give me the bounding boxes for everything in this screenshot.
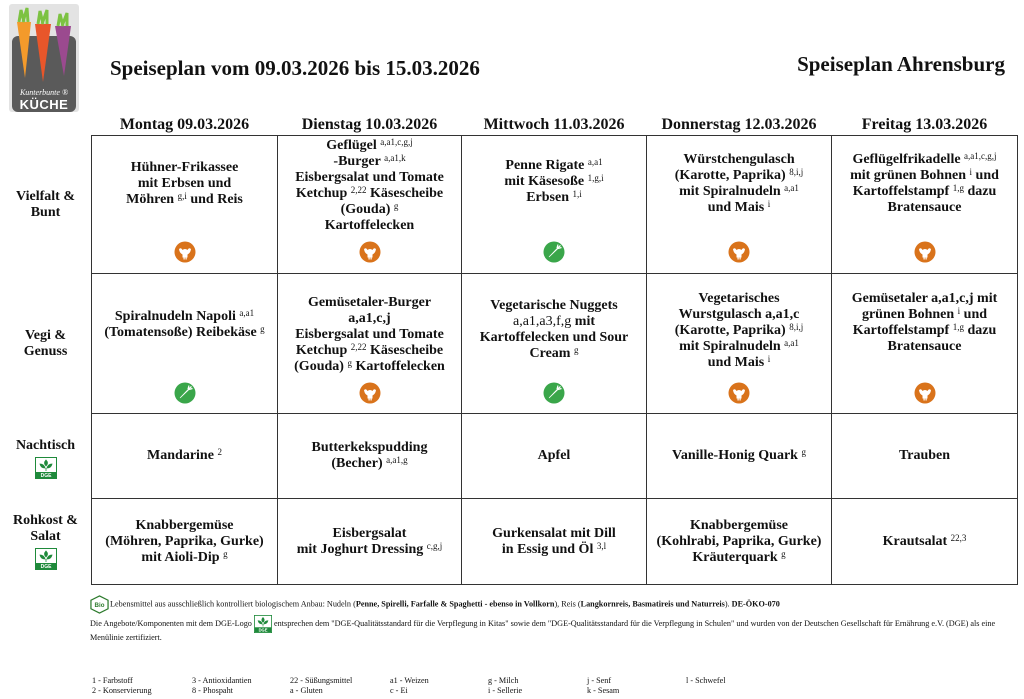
meal-line: Gemüsetaler a,a1,c,j mit [851, 291, 998, 306]
meal-cell-thu-vegi [647, 274, 832, 414]
kunterbunte-kueche-logo [9, 4, 79, 112]
meal-cell-wed-dessert [462, 414, 647, 499]
meal-line: Vegetarische Nuggets [490, 298, 618, 313]
meal-line: und Mais $^i$ [707, 199, 771, 215]
chicken-icon [914, 382, 936, 404]
meal-line: Kartoffelstampf $^{1,g}$ dazu [852, 322, 997, 338]
allergen-code: g [223, 548, 228, 559]
row-label-salad [0, 499, 92, 585]
day-header-tue: Dienstag 10.03.2026 [301, 116, 438, 133]
row-label-dessert [0, 414, 92, 499]
allergen-code: a,a1 [587, 157, 603, 167]
allergen-code: 1,g [952, 183, 964, 193]
meal-line: Bratensauce [887, 339, 962, 354]
allergen-code: i [969, 167, 973, 177]
logo-brand: Kunterbunte ® [19, 88, 69, 97]
legend-column: l - Schwefel [686, 676, 726, 685]
meal-line: Trauben [898, 448, 951, 463]
meal-line: a,a1,c,j [348, 311, 391, 326]
meal-line: (Kohlrabi, Paprika, Gurke) [656, 533, 822, 549]
meal-cell-fri-vegi [832, 274, 1018, 414]
allergen-code: 8,i,j [789, 322, 804, 332]
meal-line: Eisbergsalat [332, 525, 407, 541]
meal-cell-mon-vielfalt [92, 136, 278, 274]
chicken-icon [359, 241, 381, 263]
allergen-code: a,a1 [239, 308, 255, 318]
meal-line: (Gouda) $^g$ [340, 201, 399, 217]
meal-line: (Becher) $^{a,a1,g}$ [331, 455, 408, 471]
meal-line: Cream $^g$ [529, 345, 579, 361]
meal-line: mit Erbsen und [137, 176, 232, 191]
meal-line: Vanille-Honig Quark $^g$ [672, 447, 806, 463]
legend-column: a1 - Weizen c - Ei [390, 676, 429, 695]
meal-cell-fri-salad [832, 499, 1018, 585]
meal-line: Geflügel $^{a,a1,c,g,j}$ [326, 137, 413, 153]
meal-line: Ketchup $^{2,22}$ Käsescheibe [295, 185, 444, 201]
day-header-wed: Mittwoch 11.03.2026 [483, 116, 625, 133]
meal-line: -Burger $^{a,a1,k}$ [333, 153, 406, 169]
allergen-code: g [781, 548, 786, 559]
allergen-code: 1,g [952, 322, 964, 332]
svg-text:DGE: DGE [40, 472, 51, 479]
meal-line: Ketchup $^{2,22}$ Käsescheibe [295, 342, 444, 358]
meal-line: (Tomatensoße) Reibekäse $^g$ [104, 324, 265, 340]
legend-column: j - Senf k - Sesam [587, 676, 620, 695]
allergen-code: i [767, 354, 771, 364]
meal-line: (Karotte, Paprika) $^{8,i,j}$ [674, 322, 804, 338]
day-header-fri: Freitag 13.03.2026 [861, 116, 988, 133]
meal-line: mit Spiralnudeln $^{a,a1}$ [679, 183, 799, 199]
meal-cell-thu-vielfalt [647, 136, 832, 274]
allergen-code: 22,3 [950, 532, 967, 543]
meal-line: Kartoffelstampf $^{1,g}$ dazu [852, 183, 997, 199]
allergen-code: 1,g,i [587, 173, 604, 183]
meal-line: (Gouda) $^g$ Kartoffelecken [294, 358, 445, 374]
meal-cell-mon-vegi [92, 274, 278, 414]
dge-logo-icon [35, 548, 57, 570]
allergen-code: i [957, 306, 961, 316]
meal-cell-mon-salad [92, 499, 278, 585]
row-vegi [0, 274, 1018, 414]
meal-cell-wed-salad [462, 499, 647, 585]
allergen-code: g [801, 447, 806, 457]
chicken-icon [174, 241, 196, 263]
meal-line: Kräuterquark $^g$ [692, 548, 786, 565]
day-header-thu: Donnerstag 12.03.2026 [661, 116, 817, 133]
dge-logo-icon [35, 457, 57, 479]
meal-cell-tue-salad [278, 499, 462, 585]
meal-line: Wurstgulasch a,a1,c [678, 307, 800, 322]
meal-line: Eisbergsalat und Tomate [295, 170, 444, 185]
meal-line: Krautsalat $^{22,3}$ [882, 532, 967, 549]
carrot-icon [543, 382, 565, 404]
day-header-row [0, 112, 1018, 136]
meal-cell-mon-dessert [92, 414, 278, 499]
allergen-code: a,a1,k [384, 153, 406, 163]
meal-line: a,a1,a3,f,g mit [512, 314, 596, 329]
chicken-icon [728, 241, 750, 263]
allergen-code: 8,i,j [789, 167, 804, 177]
meal-line: Erbsen $^{1,i}$ [526, 189, 582, 205]
meal-cell-thu-dessert [647, 414, 832, 499]
allergen-code: g [347, 358, 352, 368]
meal-line: Möhren $^{g,i}$ und Reis [126, 191, 243, 207]
meal-line: mit Joghurt Dressing $^{c,g,j}$ [296, 540, 443, 557]
allergen-code: 2 [217, 447, 222, 457]
meal-line: Hühner-Frikassee [130, 160, 239, 175]
row-label-vegi [0, 274, 92, 414]
svg-text:Bio: Bio [94, 601, 105, 609]
legend-column: 1 - Farbstoff 2 - Konservierung [92, 676, 152, 695]
meal-cell-tue-vegi [278, 274, 462, 414]
allergen-code: a,a1,c,g,j [964, 151, 997, 161]
meal-line: mit Aioli-Dip $^g$ [141, 548, 228, 565]
meal-line: Bratensauce [887, 200, 962, 215]
row-label-text: Vielfalt & Bunt [16, 188, 75, 220]
allergen-code: a,a1 [784, 183, 799, 193]
meal-line: Kartoffelecken [324, 218, 415, 233]
row-salad [0, 499, 1018, 585]
dge-note: Die Angebote/Komponenten mit dem DGE-Logo DGE entsprechen dem "DGE-Qualitätsstandard für die Verpflegung in Kitas" sowie dem "DGE-Qualitätsstandard für die Verpflegung in Schulen" und wurden von der Deutschen Gesellschaft für Ernährung e.V. (DGE) als eine Menülinie zertifiziert. [90, 615, 1015, 644]
chicken-icon [359, 382, 381, 404]
meal-line: Apfel [537, 448, 571, 463]
allergen-code: 3,l [596, 540, 607, 551]
meal-cell-wed-vielfalt [462, 136, 647, 274]
meal-line: Penne Rigate $^{a,a1}$ [505, 157, 603, 173]
meal-cell-tue-vielfalt [278, 136, 462, 274]
allergen-code: 2,22 [350, 185, 367, 195]
carrot-icon [543, 241, 565, 263]
dge-logo-icon [254, 615, 272, 633]
page-title: Speiseplan vom 09.03.2026 bis 15.03.2026 [110, 56, 480, 80]
meal-cell-tue-dessert [278, 414, 462, 499]
meal-line: Spiralnudeln Napoli $^{a,a1}$ [114, 308, 255, 324]
meal-line: mit Spiralnudeln $^{a,a1}$ [679, 338, 799, 354]
legend-column: 22 - Süßungsmittel a - Gluten [290, 676, 353, 695]
svg-text:DGE: DGE [258, 627, 268, 633]
menu-table [0, 112, 1018, 585]
legend-column: 3 - Antioxidantien 8 - Phospaht [192, 676, 252, 695]
allergen-code: i [767, 199, 771, 209]
row-label-text: Rohkost & Salat [13, 512, 78, 544]
meal-line: (Karotte, Paprika) $^{8,i,j}$ [674, 167, 804, 183]
meal-line: (Möhren, Paprika, Gurke) [105, 533, 264, 549]
meal-line: Knabbergemüse [690, 517, 788, 533]
location-title: Speiseplan Ahrensburg [797, 52, 1005, 76]
meal-line: Würstchengulasch [683, 152, 795, 167]
row-vielfalt [0, 136, 1018, 274]
meal-line: in Essig und Öl $^{3,l}$ [501, 540, 607, 557]
row-label-text: Nachtisch [15, 437, 76, 453]
meal-cell-thu-salad [647, 499, 832, 585]
meal-line: grünen Bohnen $^i$ und [861, 306, 988, 322]
meal-line: Vegetarisches [698, 291, 780, 306]
meal-line: Geflügelfrikadelle $^{a,a1,c,g,j}$ [852, 151, 997, 167]
meal-cell-fri-vielfalt [832, 136, 1018, 274]
allergen-code: g [260, 324, 265, 334]
allergen-code: g,i [177, 191, 187, 201]
bio-seal-icon [90, 595, 109, 614]
meal-line: Gurkensalat mit Dill [492, 525, 616, 541]
allergen-code: 2,22 [350, 342, 367, 352]
allergen-code: g [393, 201, 399, 211]
row-label-text: Vegi & Genuss [23, 327, 68, 359]
meal-line: Butterkekspudding [311, 440, 428, 455]
meal-line: Gemüsetaler-Burger [307, 295, 432, 310]
allergen-code: a,a1,c,g,j [380, 137, 413, 147]
carrot-icon [174, 382, 196, 404]
meal-cell-wed-vegi [462, 274, 647, 414]
logo-name: KÜCHE [19, 97, 69, 112]
allergen-code: c,g,j [426, 540, 443, 551]
allergen-code: 1,i [572, 189, 582, 199]
meal-line: und Mais $^i$ [707, 354, 771, 370]
row-label-vielfalt [0, 136, 92, 274]
bio-note: Bio Lebensmittel aus ausschließlich kontrolliert biologischem Anbau: Nudeln (Penne, Spirelli, Farfalle & Spaghetti - ebenso in Vollkorn), Reis (Langkornreis, Basmatireis und Naturreis). DE-ÖKO-070 [90, 595, 1010, 614]
allergen-code: a,a1,g [386, 455, 408, 465]
meal-line: mit Käsesoße $^{1,g,i}$ [504, 173, 604, 189]
meal-line: Mandarine $^2$ [147, 447, 222, 463]
day-header-mon: Montag 09.03.2026 [119, 116, 250, 133]
row-dessert [0, 414, 1018, 499]
meal-line: Kartoffelecken und Sour [479, 330, 629, 345]
chicken-icon [728, 382, 750, 404]
meal-line: mit grünen Bohnen $^i$ und [850, 167, 999, 183]
meal-cell-fri-dessert [832, 414, 1018, 499]
legend-column: g - Milch i - Sellerie [488, 676, 523, 695]
meal-line: Knabbergemüse [135, 517, 234, 533]
allergen-code: g [573, 345, 579, 355]
allergen-code: a,a1 [784, 338, 799, 348]
meal-line: Eisbergsalat und Tomate [295, 327, 444, 342]
chicken-icon [914, 241, 936, 263]
svg-text:DGE: DGE [40, 563, 51, 570]
